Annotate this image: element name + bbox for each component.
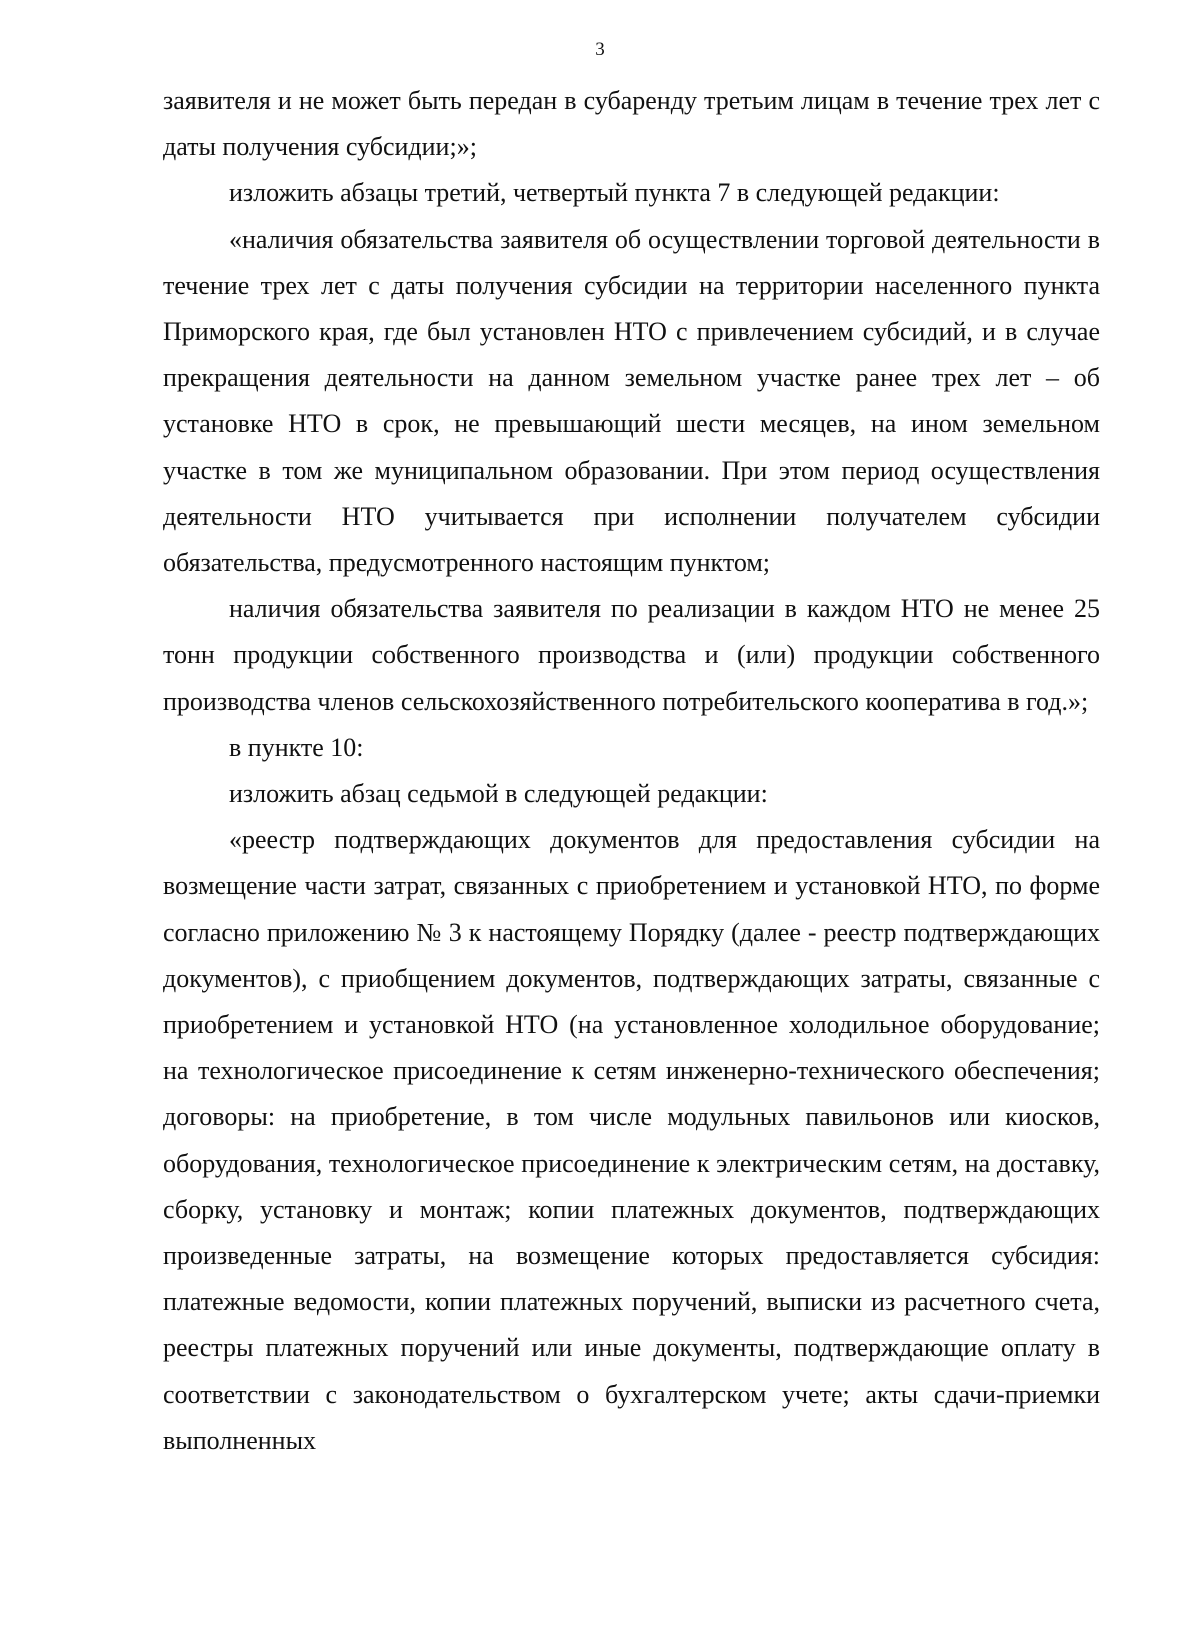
document-body [163,78,1100,1464]
paragraph-obligation-volume: наличия обязательства заявителя по реализации в каждом НТО не менее 25 тонн продукции собственного производства и (или) продукции собственного производства членов сельскохозяйственного потребительского кооператива в год.»; [163,594,1100,716]
paragraph-continuation: заявителя и не может быть передан в субаренду третьим лицам в течение трех лет с даты получения субсидии;»; [163,86,1100,162]
paragraph-obligation-trade: «наличия обязательства заявителя об осуществлении торговой деятельности в течение трех лет с даты получения субсидии на территории населенного пункта Приморского края, где был установлен НТО с привлечением субсидий, и в случае прекращения деятельности на данном земельном участке ранее трех лет – об установке НТО в срок, не превышающий шести месяцев, на ином земельном участке в том же муниципальном образовании. При этом период осуществления деятельности НТО учитывается при исполнении получателем субсидии обязательства, предусмотренного настоящим пунктом; [163,224,1100,578]
page-number: 3 [595,39,605,60]
paragraph-registry: «реестр подтверждающих документов для предоставления субсидии на возмещение части затрат, связанных с приобретением и установкой НТО, по форме согласно приложению № 3 к настоящему Порядку (далее - реестр подтверждающих документов), с приобщением документов, подтверждающих затраты, связанные с приобретением и установкой НТО (на установленное холодильное оборудование; на технологическое присоединение к сетям инженерно-технического обеспечения; договоры: на приобретение, в том числе модульных павильонов или киосков, оборудования, технологическое присоединение к электрическим сетям, на доставку, сборку, установку и монтаж; копии платежных документов, подтверждающих произведенные затраты, на возмещение которых предоставляется субсидия: платежные ведомости, копии платежных поручений, выписки из расчетного счета, реестры платежных поручений или иные документы, подтверждающие оплату в соответствии с законодательством о бухгалтерском учете; акты сдачи-приемки выполненных [163,825,1100,1455]
paragraph-amendment-item7: изложить абзацы третий, четвертый пункта 7 в следующей редакции: [229,178,1000,208]
paragraph-amendment-seventh: изложить абзац седьмой в следующей редакции: [229,779,768,809]
paragraph-item10: в пункте 10: [229,732,364,762]
